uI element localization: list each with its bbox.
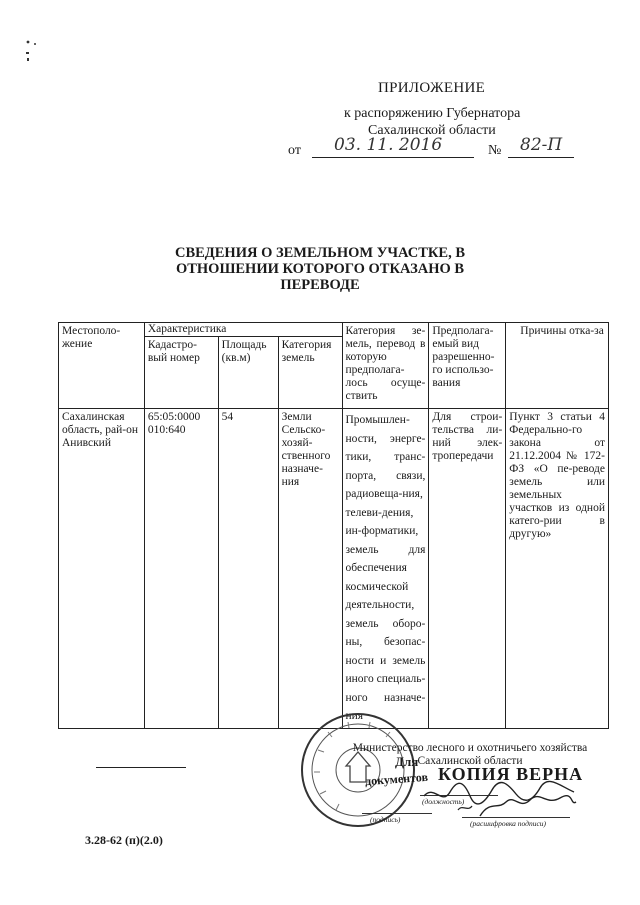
stamp-for-label: Для xyxy=(395,754,419,769)
decree-date-row xyxy=(288,135,578,161)
number-value: 82-П xyxy=(520,135,563,155)
cell-category: Земли Сельско-хозяй-ственного назначе-ния xyxy=(278,409,342,729)
date-value: 03. 11. 2016 xyxy=(334,135,443,155)
header-cadastral: Кадастро-вый номер xyxy=(144,337,218,409)
cell-cadastral: 65:05:0000 010:640 xyxy=(144,409,218,729)
annex-decree-line: к распоряжению Губернатора xyxy=(344,106,521,121)
round-seal-icon xyxy=(298,710,418,830)
stamp-documents-label: документов xyxy=(364,769,429,789)
scan-marks-icon xyxy=(18,36,42,72)
table-row xyxy=(59,409,609,729)
cell-permitted-use: Для строи-тельства ли-ний элек-тропередачи xyxy=(429,409,506,729)
header-area: Площадь (кв.м) xyxy=(218,337,278,409)
annex-title: ПРИЛОЖЕНИЕ xyxy=(378,80,486,96)
cell-location: Сахалинская область, рай-он Анивский xyxy=(59,409,145,729)
stamp-decode-label: (расшифровка подписи) xyxy=(470,819,547,828)
cell-area: 54 xyxy=(218,409,278,729)
stamp-copy-label: КОПИЯ ВЕРНА xyxy=(438,764,584,784)
header-target-category: Категория зе-мель, перевод в которую предполага-лось осуще-ствить xyxy=(342,323,429,409)
annex-region-line: Сахалинской области xyxy=(368,123,496,138)
cell-reasons: Пункт 3 статьи 4 Федерально-го закона от 21.12.2004 № 172-ФЗ «О пе-реводе земель или земельных участков из одной катего-рии в другую» xyxy=(506,409,609,729)
header-location: Местополо-жение xyxy=(59,323,145,409)
document-title: СВЕДЕНИЯ О ЗЕМЕЛЬНОМ УЧАСТКЕ, В ОТНОШЕНИИ КОТОРОГО ОТКАЗАНО В ПЕРЕВОДЕ xyxy=(174,245,466,293)
stamp-position-label: (должность) xyxy=(422,797,465,806)
header-category: Категория земель xyxy=(278,337,342,409)
date-label: от xyxy=(288,143,301,158)
scan-marks xyxy=(18,36,42,77)
header-characteristics: Характеристика xyxy=(144,323,342,337)
land-plot-table xyxy=(58,322,609,729)
document-code: 3.28-62 (п)(2.0) xyxy=(85,833,163,847)
cell-target-category: Промышлен-ности, энерге-тики, транс-порта, связи, радиовеща-ния, телеви-дения, ин-форматики, земель для обеспечения космической деятельности, земель оборо-ны, безопас-ности и земель иного специаль-ного назначе-ния xyxy=(342,409,429,729)
stamp-organization: Министерство лесного и охотничьего хозяйства Сахалинской области xyxy=(352,742,588,767)
handwritten-signature-icon xyxy=(420,776,580,820)
number-label: № xyxy=(488,143,502,158)
stamp-signature-label: (подпись) xyxy=(370,815,401,824)
signature-line xyxy=(96,767,186,768)
table-header-row xyxy=(59,323,609,337)
header-permitted-use: Предполага-емый вид разрешенно-го использо-вания xyxy=(429,323,506,409)
header-reasons: Причины отка-за xyxy=(506,323,609,409)
